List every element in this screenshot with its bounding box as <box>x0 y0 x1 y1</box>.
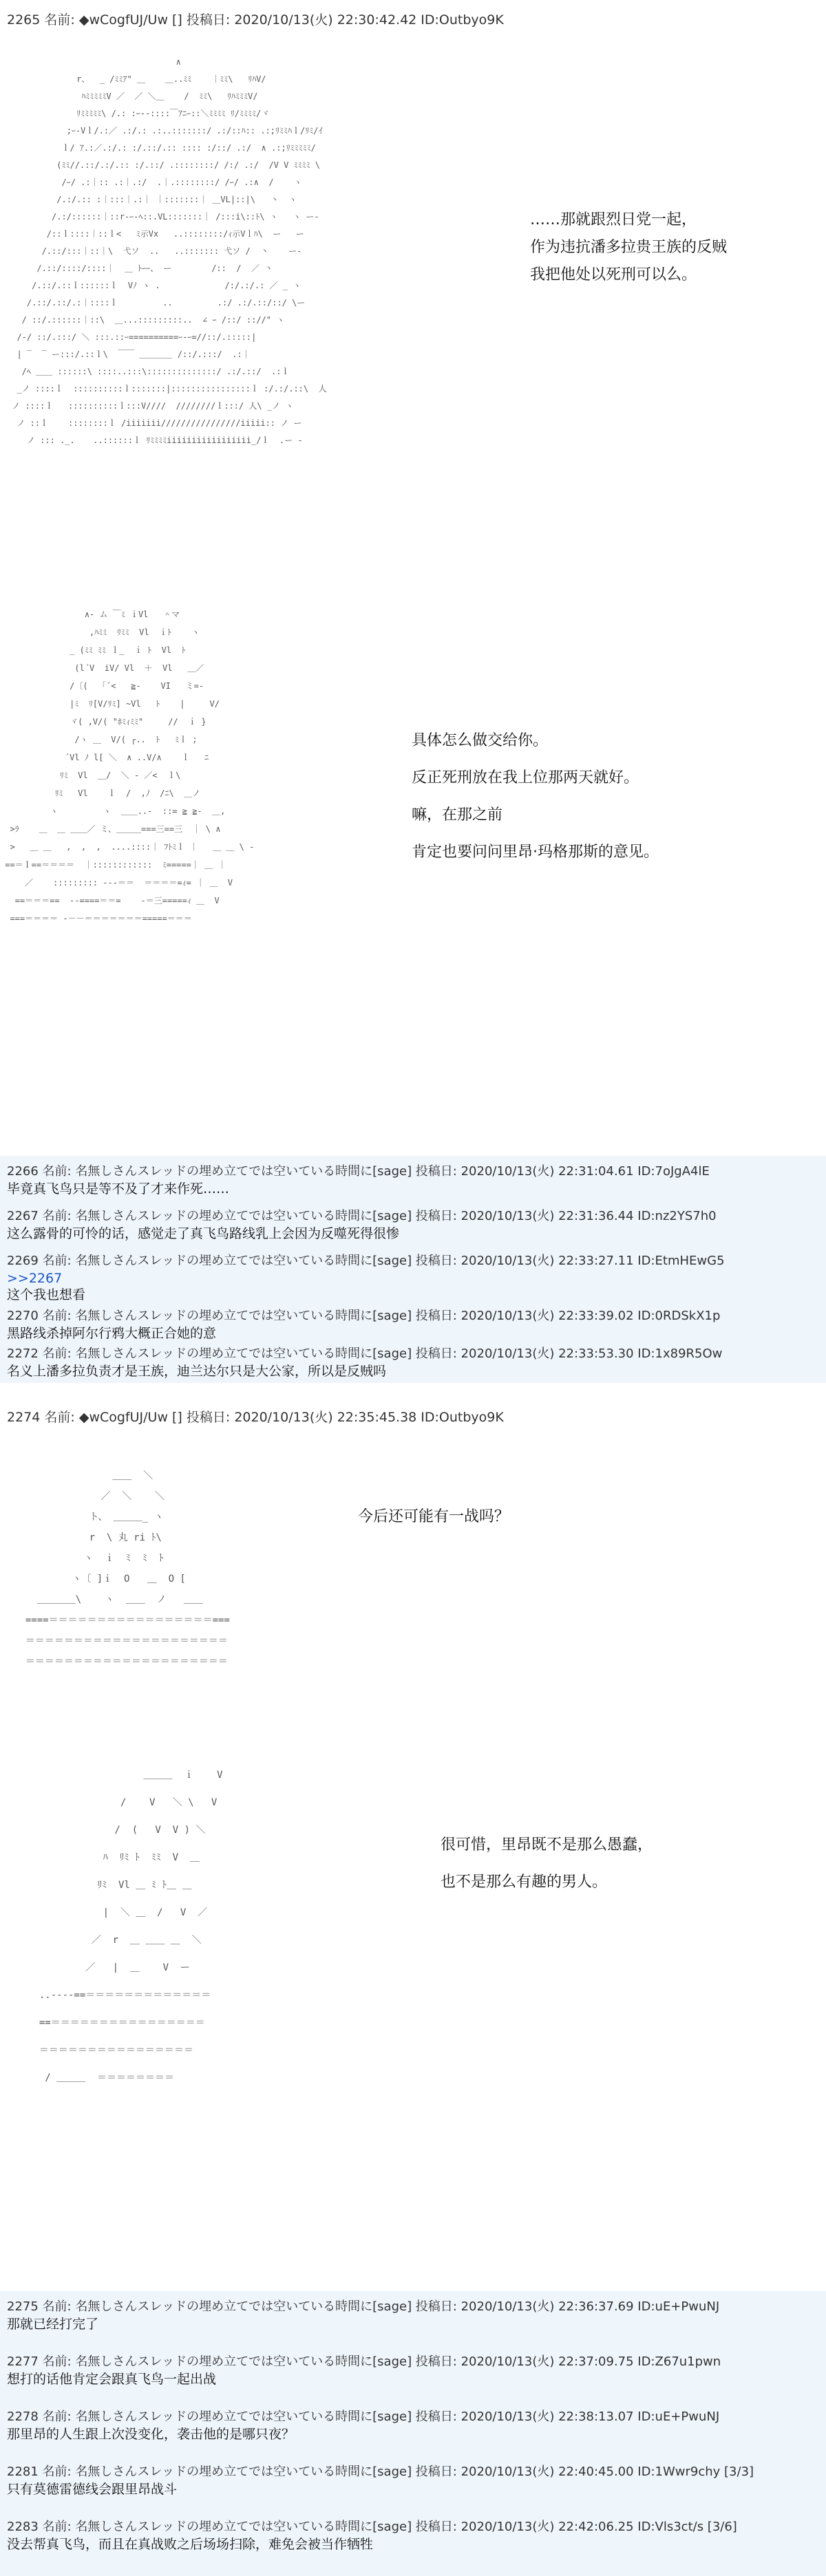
post-header <box>7 1407 504 1426</box>
reply-meta: 2269 名前: 名無しさんスレッドの埋め立てでは空いている時間に[sage] 投稿日: 2020/10/13(火) 22:33:27.11 ID:EtmHEwG5 <box>7 1254 725 1268</box>
dialog-line: 肯定也要问问里昂·玛格那斯的意见。 <box>412 844 659 861</box>
dialog-line: 嘛，在那之前 <box>412 806 503 824</box>
reply-body: 那就已经打完了 <box>7 2317 99 2332</box>
post-header <box>7 10 504 28</box>
dialog-line: 具体怎么做交给你。 <box>412 732 549 749</box>
reply-post <box>7 1307 720 1342</box>
reply-post <box>7 1163 710 1197</box>
reply-post <box>7 2298 719 2332</box>
reply-post <box>7 2353 721 2387</box>
reply-body: 那里昂的人生跟上次没变化，袭击他的是哪只夜？ <box>7 2427 295 2442</box>
reply-body: 想打的话他肯定会跟真飞鸟一起出战 <box>7 2372 217 2387</box>
reply-body: 名义上潘多拉负责才是王族，迪兰达尔只是大公家，所以是反贼吗 <box>7 1364 387 1379</box>
dialog-line: 今后还可能有一战吗？ <box>358 1508 510 1525</box>
ascii-art: ＿＿ ＼ ／ ＼ ＼ ト、 ＿＿＿_ ヽ r \ 丸 ri ﾄ\ ヽ ｉ ﾐ ﾐ ﾄ ヽ〔 ]ｉ O ＿ O [ ＿＿＿＿\ ヽ ＿＿ ノ ＿＿ ====＝＝＝＝＝＝＝＝＝＝＝＝＝＝＝＝＝=== ＝＝＝＝＝＝＝＝＝＝＝＝＝＝＝＝＝＝＝＝＝ ＝＝＝＝＝＝＝＝＝＝＝＝＝＝＝＝＝＝＝＝＝ <box>25 1470 230 1667</box>
reply-meta: 2267 名前: 名無しさんスレッドの埋め立てでは空いている時間に[sage] 投稿日: 2020/10/13(火) 22:31:36.44 ID:nz2YS7h0 <box>7 1209 717 1223</box>
reply-post <box>7 2408 719 2443</box>
post-header-text: 2274 名前: ◆wCogfUJ/Uw [] 投稿日: 2020/10/13(火) 22:35:45.38 ID:Outbyo9K <box>7 1410 504 1425</box>
dialog-block <box>412 722 659 871</box>
reply-meta: 2278 名前: 名無しさんスレッドの埋め立てでは空いている時間に[sage] 投稿日: 2020/10/13(火) 22:38:13.07 ID:uE+PwuNJ <box>7 2409 720 2424</box>
dialog-block <box>530 206 727 289</box>
post-header-text: 2265 名前: ◆wCogfUJ/Uw [] 投稿日: 2020/10/13(火) 22:30:42.42 ID:Outbyo9K <box>7 12 504 28</box>
reply-body: 这么露骨的可怜的话，感觉走了真飞鸟路线乳上会因为反噬死得很惨 <box>7 1226 400 1241</box>
reply-meta: 2270 名前: 名無しさんスレッドの埋め立てでは空いている時間に[sage] 投稿日: 2020/10/13(火) 22:33:39.02 ID:0RDSkX1p <box>7 1309 721 1323</box>
reply-post <box>7 2518 737 2553</box>
reply-meta: 2275 名前: 名無しさんスレッドの埋め立てでは空いている時間に[sage] 投稿日: 2020/10/13(火) 22:36:37.69 ID:uE+PwuNJ <box>7 2299 720 2314</box>
ascii-art: ∧ r、 _ /ﾐﾐｱ" ＿ ＿..ﾐﾐ ｜ﾐﾐ\ ﾘﾊV/ ﾊﾐﾐﾐﾐﾐV ／ ／ ＼＿ / ﾐﾐ\ ﾘﾊﾐﾐﾐV/ ﾘﾐﾐﾐﾐﾐ\ /.: :ｰ‐-::::￣ｱﾆｰ::＼ﾐﾐﾐﾐ ﾘ/ﾐﾐﾐﾐ/ヾ ;ｰ-Vｌ/.:／ .:/.: .:..:::::::/ .:/::ﾊ:: .:;ﾘﾐﾐﾊｌ/ﾘﾐ/ｲ ｌ/ ｱ.:／.:/.: :/.::/.:: :::: :/::/ .:/ ∧ .:;ﾘﾐﾐﾐﾐﾐ/ (ﾐﾐ//.::/.:/.:: :/.::/ .::::::::/ /:/ .:/ /V V ﾐﾐﾐﾐ \ /ｰ/ .:｜:: .:｜.:/ .｜.::::::::/ /ｰ/ .:∧ / ヽ /.:/.:: :｜:::｜.:｜ ｜:::::::｜ ＿VL|::|\ 丶 ヽ /.:/::::::｜::r‐ｰ-ﾍ::.VL:::::::｜ /:::i\::ﾄ\ ヽ ヽ ー‐ /::ｌ::::｜::ｌ< ﾐ示Vx ..::::::::/ｨ示Vｌﾊ\ ー ー /.::/:::｜::｜\ 弋ソ .. ..::::::: 弋ソ / 丶 ー‐ /.::/::::/::::｜ ＿ ﾄｰｰ、 ー /:: / ／ 丶 /.::/.::ｌ::::::ｌ Vﾉ ヽ . /:/.:/.: ／ _ ヽ /.::/.::/.:｜::::ｌ .. .:/ .:/.::/::/ \ー / ::/.::::::｜::\ ＿...:::::::::.. ∠ ｰ /::/ :://" ヽ /‐/ ::/.:::/ ＼ :::.::ｰ==========ｰ‐ｰ=//::/.:::::| | ‾ ‾ ー:::/.::ｌ\ ￣￣ ＿＿＿＿ /::/.:::/ .:｜ /ﾍ ＿＿ ::::::\ ::::..:::\::::::::::::::/ .:/.::/ .:ｌ _ノ ::::ｌ ::::::::::ｌ:::::::|::::::::::::::::ｌ :/.:/.::\ 人 ノ ::::ｌ ::::::::::ｌ:::V//// ////////ｌ:::/ 人\ _ノ ヽ ノ ::ｌ ::::::::ｌ /iiiiiii////////////////iiiii:: ノ ー ノ ::: ._. ..::::::ｌ ﾘﾐﾐﾐﾐiiiiiiiiiiiiiiiii_/ｌ .ー ‐ <box>12 57 327 445</box>
dialog-line: 作为违抗潘多拉贵王族的反贼 <box>530 239 728 256</box>
ascii-art: ＿＿＿ ｉ V / V ＼ \ V / ( V V ) ＼ ﾊ ﾘﾐ ﾄ ﾐﾐ V ＿ ﾘﾐ Vl ＿ ﾐ ﾄ＿ ＿ | ＼ ＿ / V ／ ／ r ＿ ＿＿ ＿ ＼ ／ | ＿ V ー ..‐‐‐‐==＝＝＝＝＝＝＝＝＝＝＝＝＝ ==＝＝＝＝＝＝＝＝＝＝＝＝＝＝＝＝ ＝＝＝＝＝＝＝＝＝＝＝＝＝＝＝＝ / ＿＿＿ ＝＝＝＝＝＝＝＝ <box>39 1770 223 2083</box>
reply-meta: 2277 名前: 名無しさんスレッドの埋め立てでは空いている時間に[sage] 投稿日: 2020/10/13(火) 22:37:09.75 ID:Z67u1pwn <box>7 2354 721 2369</box>
dialog-line: 很可惜，里昂既不是那么愚蠢， <box>441 1836 653 1854</box>
reply-body: 这个我也想看 <box>7 1287 86 1302</box>
reply-meta: 2266 名前: 名無しさんスレッドの埋め立てでは空いている時間に[sage] 投稿日: 2020/10/13(火) 22:31:04.61 ID:7oJgA4lE <box>7 1164 710 1179</box>
reply-meta: 2272 名前: 名無しさんスレッドの埋め立てでは空いている時間に[sage] 投稿日: 2020/10/13(火) 22:33:53.30 ID:1x89R5Ow <box>7 1346 723 1361</box>
reply-quote-link[interactable]: >>2267 <box>7 1271 63 1286</box>
dialog-line: ……那就跟烈日党一起， <box>530 211 697 228</box>
ascii-art: ∧‐ ム ￣ﾐ ｉVl ＾マ ,ﾊﾐﾐ ﾘﾐﾐ Vl ｉﾄ ヽ _ (ﾐﾐ ﾐﾐ ｌ_ ｉ ﾄ Vl ﾄ (l´V iV/ Vl ＋ Vl ＿／ /〔( 「´< ≧- VI ミ=- |ﾐ ﾘ[V/ﾘﾐ] ~Vl ﾄ | V/ ヾ( ,V/( "ﾎﾐｨﾐﾐ" // ｉ } /ヽ ＿ V/( ┌.. ﾄ ﾐｌ ; ´Vl ﾉ l[ ＼ ∧ ..V/∧ ｌ ﾆ ﾘﾐ Vl ＿/ ＼ ‐ ／< ｌ\ ﾘﾐ Vl ｌ / ,ﾉ /ﾆ\ ＿ノ ヽ ヽ ＿＿..- ::= ≧ ≧- ＿, >ﾗ ＿ ＿ ＿＿／ ミ、＿＿＿===三==三 ｜ \ ∧ > ＿ ＿ , , , ....::::｜ ﾌﾄﾐｌ ｜ ＿ ＿ \ ‐ ==＝ｌ==＝＝＝＝ ｜:::::::::::: ﾐ=====｜ ＿ ｜ ／ ::::::::: ‐‐-＝＝ ＝＝＝＝=ｨ= ｜ ＿ V ==＝＝＝== ‐‐====＝＝= ‐＝三=====ｨ ＿ V ===＝＝＝＝ ‐－－＝＝＝＝＝＝＝=====＝＝＝ <box>5 610 255 923</box>
dialog-line: 反正死刑放在我上位那两天就好。 <box>412 769 639 786</box>
reply-post <box>7 1208 717 1242</box>
reply-body: 毕竟真飞鸟只是等不及了才来作死…… <box>7 1181 230 1196</box>
reply-post <box>7 2463 754 2498</box>
reply-body: 黑路线杀掉阿尔行鸦大概正合她的意 <box>7 1326 217 1341</box>
dialog-line: 也不是那么有趣的男人。 <box>441 1874 608 1891</box>
reply-meta: 2283 名前: 名無しさんスレッドの埋め立てでは空いている時間に[sage] 投稿日: 2020/10/13(火) 22:42:06.25 ID:Vls3ct/s [3/6] <box>7 2520 737 2534</box>
dialog-block <box>441 1827 653 1901</box>
dialog-block <box>358 1503 509 1531</box>
reply-post <box>7 1345 722 1380</box>
reply-meta: 2281 名前: 名無しさんスレッドの埋め立てでは空いている時間に[sage] 投稿日: 2020/10/13(火) 22:40:45.00 ID:1Wwr9chy [3/3] <box>7 2465 754 2479</box>
dialog-line: 我把他处以死刑可以么。 <box>530 266 697 283</box>
reply-post <box>7 1252 725 1303</box>
reply-body: 没去帮真飞鸟，而且在真战败之后场场扫除，难免会被当作牺牲 <box>7 2537 374 2552</box>
reply-body: 只有莫德雷德线会跟里昂战斗 <box>7 2482 178 2497</box>
